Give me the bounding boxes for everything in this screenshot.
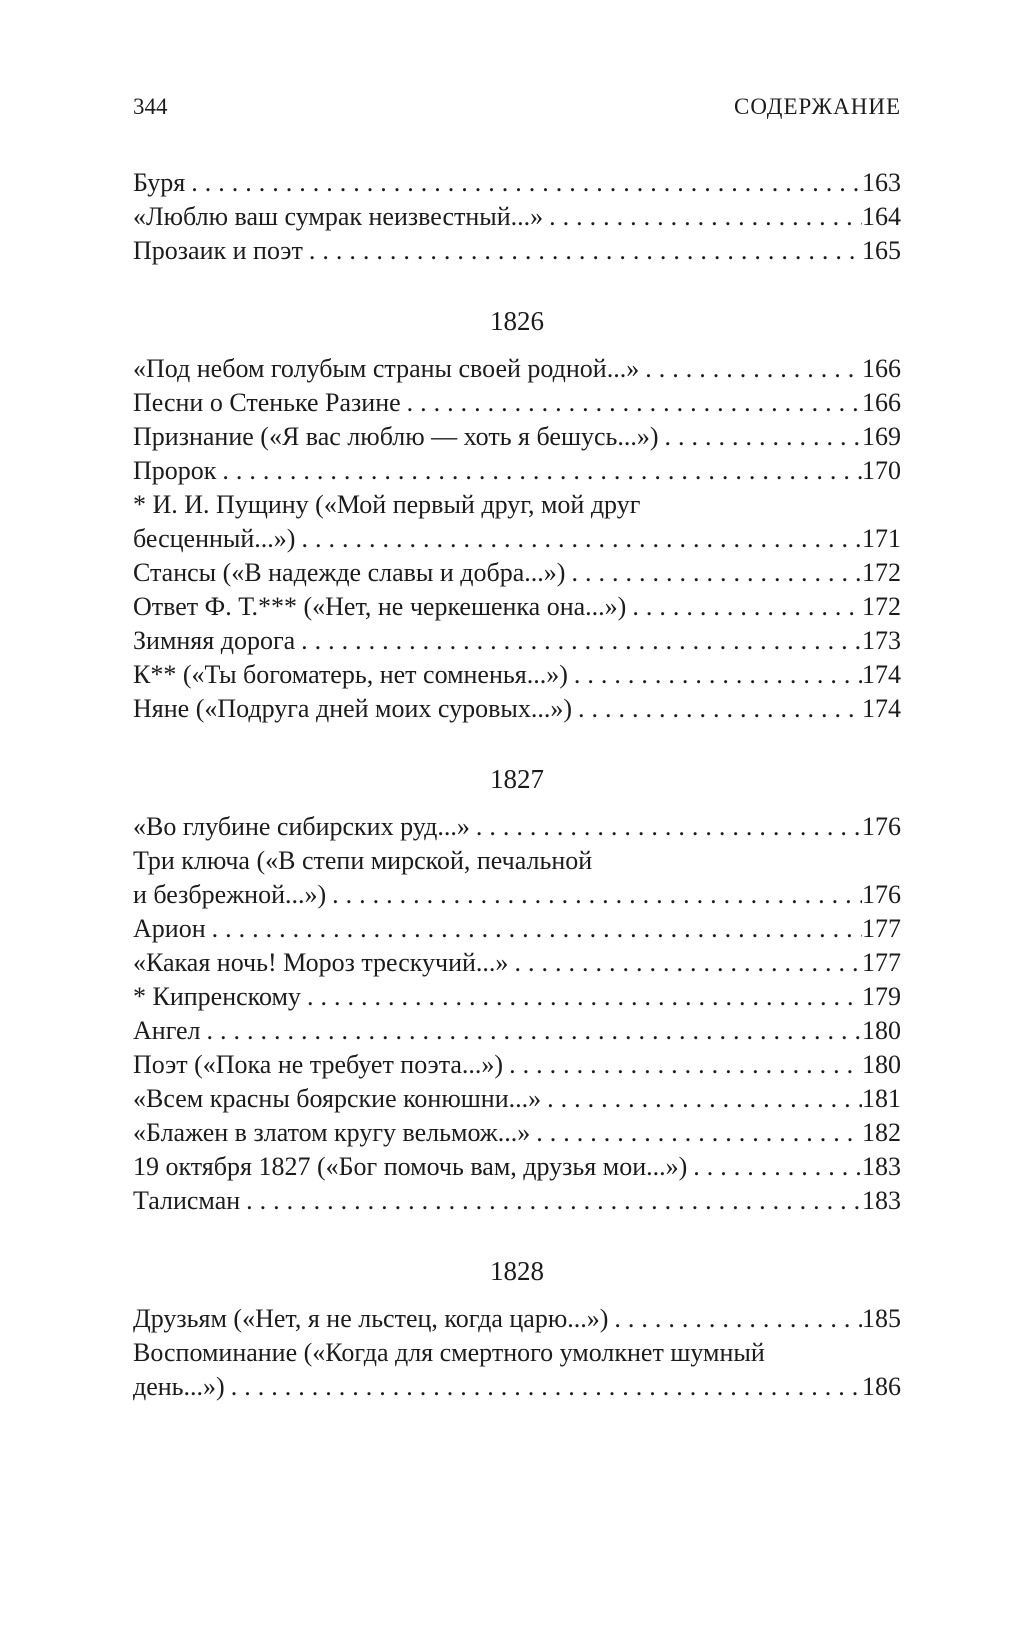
entry-title: и безбрежной...») [133, 880, 327, 909]
entry-title: Песни о Стеньке Разине [133, 388, 401, 417]
entry-title: Пророк [133, 456, 217, 485]
dot-leader [614, 1302, 862, 1336]
toc-entry [133, 488, 901, 556]
entry-title: Прозаик и поэт [133, 236, 303, 265]
running-title: СОДЕРЖАНИЕ [733, 94, 901, 119]
toc-entry [133, 1150, 901, 1184]
entry-title: Буря [133, 168, 186, 197]
dot-leader [509, 1048, 862, 1082]
year-heading: 1828 [490, 1256, 544, 1286]
dot-leader [578, 692, 862, 726]
entry-title: Стансы («В надежде славы и добра...») [133, 558, 566, 587]
toc-entry [133, 810, 901, 844]
entry-row [133, 386, 901, 420]
dot-leader [307, 980, 862, 1014]
entry-page-number: 164 [862, 202, 901, 231]
toc-entry [133, 454, 901, 488]
toc-entry [133, 1336, 901, 1404]
entry-title: бесценный...») [133, 524, 296, 553]
entry-title: 19 октября 1827 («Бог помочь вам, друзья мои...») [133, 1152, 688, 1181]
year-heading: 1826 [490, 306, 544, 336]
entry-page-number: 183 [862, 1186, 901, 1215]
table-of-contents [133, 166, 901, 1404]
entry-title: Ангел [133, 1016, 201, 1045]
entry-row [133, 454, 901, 488]
entry-page-number: 179 [862, 982, 901, 1011]
toc-entry [133, 946, 901, 980]
dot-leader [693, 1150, 862, 1184]
entry-title-line: Воспоминание («Когда для смертного умолкнет шумный [133, 1338, 765, 1367]
entry-row [133, 692, 901, 726]
dot-leader [301, 522, 862, 556]
dot-leader [476, 810, 862, 844]
dot-leader [571, 556, 862, 590]
dot-leader [212, 912, 862, 946]
entry-page-number: 174 [862, 694, 901, 723]
dot-leader [222, 454, 862, 488]
toc-entry [133, 200, 901, 234]
entry-row [133, 624, 901, 658]
entry-title: Няне («Подруга дней моих суровых...») [133, 694, 573, 723]
entry-row [133, 1150, 901, 1184]
entry-page-number: 171 [862, 524, 901, 553]
entry-page-number: 172 [862, 592, 901, 621]
entry-row [133, 1370, 901, 1404]
entry-row [133, 912, 901, 946]
folio-number: 344 [133, 94, 168, 119]
dot-leader [514, 946, 862, 980]
entry-title-line: * И. И. Пущину («Мой первый друг, мой друг [133, 490, 641, 519]
toc-entry [133, 1048, 901, 1082]
toc-entry [133, 590, 901, 624]
page-header [133, 93, 901, 121]
entry-row [133, 658, 901, 692]
entry-title: Друзьям («Нет, я не льстец, когда царю...») [133, 1304, 609, 1333]
toc-entry [133, 844, 901, 912]
entry-row [133, 1048, 901, 1082]
toc-entry [133, 234, 901, 268]
dot-leader [207, 1014, 862, 1048]
dot-leader [309, 234, 862, 268]
entry-page-number: 176 [862, 812, 901, 841]
entry-title: Зимняя дорога [133, 626, 296, 655]
dot-leader [665, 420, 862, 454]
page-content [133, 93, 901, 1404]
entry-title: «Люблю ваш сумрак неизвестный...» [133, 202, 544, 231]
entry-row [133, 1116, 901, 1150]
entry-page-number: 166 [862, 354, 901, 383]
entry-page-number: 176 [862, 880, 901, 909]
entry-page-number: 177 [862, 948, 901, 977]
toc-entry [133, 386, 901, 420]
toc-entry [133, 1082, 901, 1116]
entry-page-number: 182 [862, 1118, 901, 1147]
entry-page-number: 170 [862, 456, 901, 485]
entry-page-number: 181 [862, 1084, 901, 1113]
entry-page-number: 183 [862, 1152, 901, 1181]
toc-entry [133, 658, 901, 692]
entry-title: Поэт («Пока не требует поэта...») [133, 1050, 504, 1079]
entry-row [133, 1014, 901, 1048]
entry-title: Признание («Я вас люблю — хоть я бешусь...») [133, 422, 659, 451]
entry-page-number: 180 [862, 1050, 901, 1079]
entry-title: «Какая ночь! Мороз трескучий...» [133, 948, 509, 977]
entry-row [133, 522, 901, 556]
entry-page-number: 174 [862, 660, 901, 689]
dot-leader [632, 590, 862, 624]
toc-entry [133, 556, 901, 590]
toc-entry [133, 980, 901, 1014]
entry-row [133, 590, 901, 624]
toc-entry [133, 624, 901, 658]
entry-row [133, 1302, 901, 1336]
entry-page-number: 177 [862, 914, 901, 943]
entry-page-number: 163 [862, 168, 901, 197]
dot-leader [301, 624, 862, 658]
dot-leader [547, 1082, 862, 1116]
dot-leader [549, 200, 862, 234]
dot-leader [246, 1184, 862, 1218]
year-heading: 1827 [490, 764, 544, 794]
dot-leader [645, 352, 862, 386]
toc-entry [133, 1302, 901, 1336]
entry-title: * Кипренскому [133, 982, 301, 1011]
entry-page-number: 180 [862, 1016, 901, 1045]
entry-row [133, 1082, 901, 1116]
entry-title-line: Три ключа («В степи мирской, печальной [133, 846, 593, 875]
entry-page-number: 166 [862, 388, 901, 417]
entry-row [133, 946, 901, 980]
entry-title: «Во глубине сибирских руд...» [133, 812, 470, 841]
toc-entry [133, 1014, 901, 1048]
entry-page-number: 186 [862, 1372, 901, 1401]
toc-entry [133, 692, 901, 726]
dot-leader [574, 658, 862, 692]
entry-title: «Под небом голубым страны своей родной...» [133, 354, 640, 383]
entry-title: Арион [133, 914, 206, 943]
dot-leader [407, 386, 862, 420]
toc-entry [133, 420, 901, 454]
entry-page-number: 185 [862, 1304, 901, 1333]
entry-title: К** («Ты богоматерь, нет сомненья...») [133, 660, 568, 689]
toc-entry [133, 912, 901, 946]
entry-page-number: 172 [862, 558, 901, 587]
entry-row [133, 166, 901, 200]
toc-entry [133, 1184, 901, 1218]
dot-leader [231, 1370, 862, 1404]
entry-title: «Блажен в златом кругу вельмож...» [133, 1118, 531, 1147]
entry-page-number: 165 [862, 236, 901, 265]
entry-row [133, 200, 901, 234]
entry-row [133, 420, 901, 454]
entry-title: «Всем красны боярские конюшни...» [133, 1084, 542, 1113]
entry-page-number: 169 [862, 422, 901, 451]
entry-row [133, 810, 901, 844]
toc-entry [133, 166, 901, 200]
entry-row [133, 352, 901, 386]
dot-leader [536, 1116, 862, 1150]
entry-row [133, 980, 901, 1014]
dot-leader [332, 878, 862, 912]
entry-title: Ответ Ф. Т.*** («Нет, не черкешенка она...») [133, 592, 627, 621]
toc-entry [133, 352, 901, 386]
entry-title: Талисман [133, 1186, 241, 1215]
entry-row [133, 1184, 901, 1218]
entry-row [133, 234, 901, 268]
entry-title: день...») [133, 1372, 225, 1401]
toc-entry [133, 1116, 901, 1150]
dot-leader [191, 166, 862, 200]
entry-row [133, 556, 901, 590]
entry-page-number: 173 [862, 626, 901, 655]
entry-row [133, 878, 901, 912]
